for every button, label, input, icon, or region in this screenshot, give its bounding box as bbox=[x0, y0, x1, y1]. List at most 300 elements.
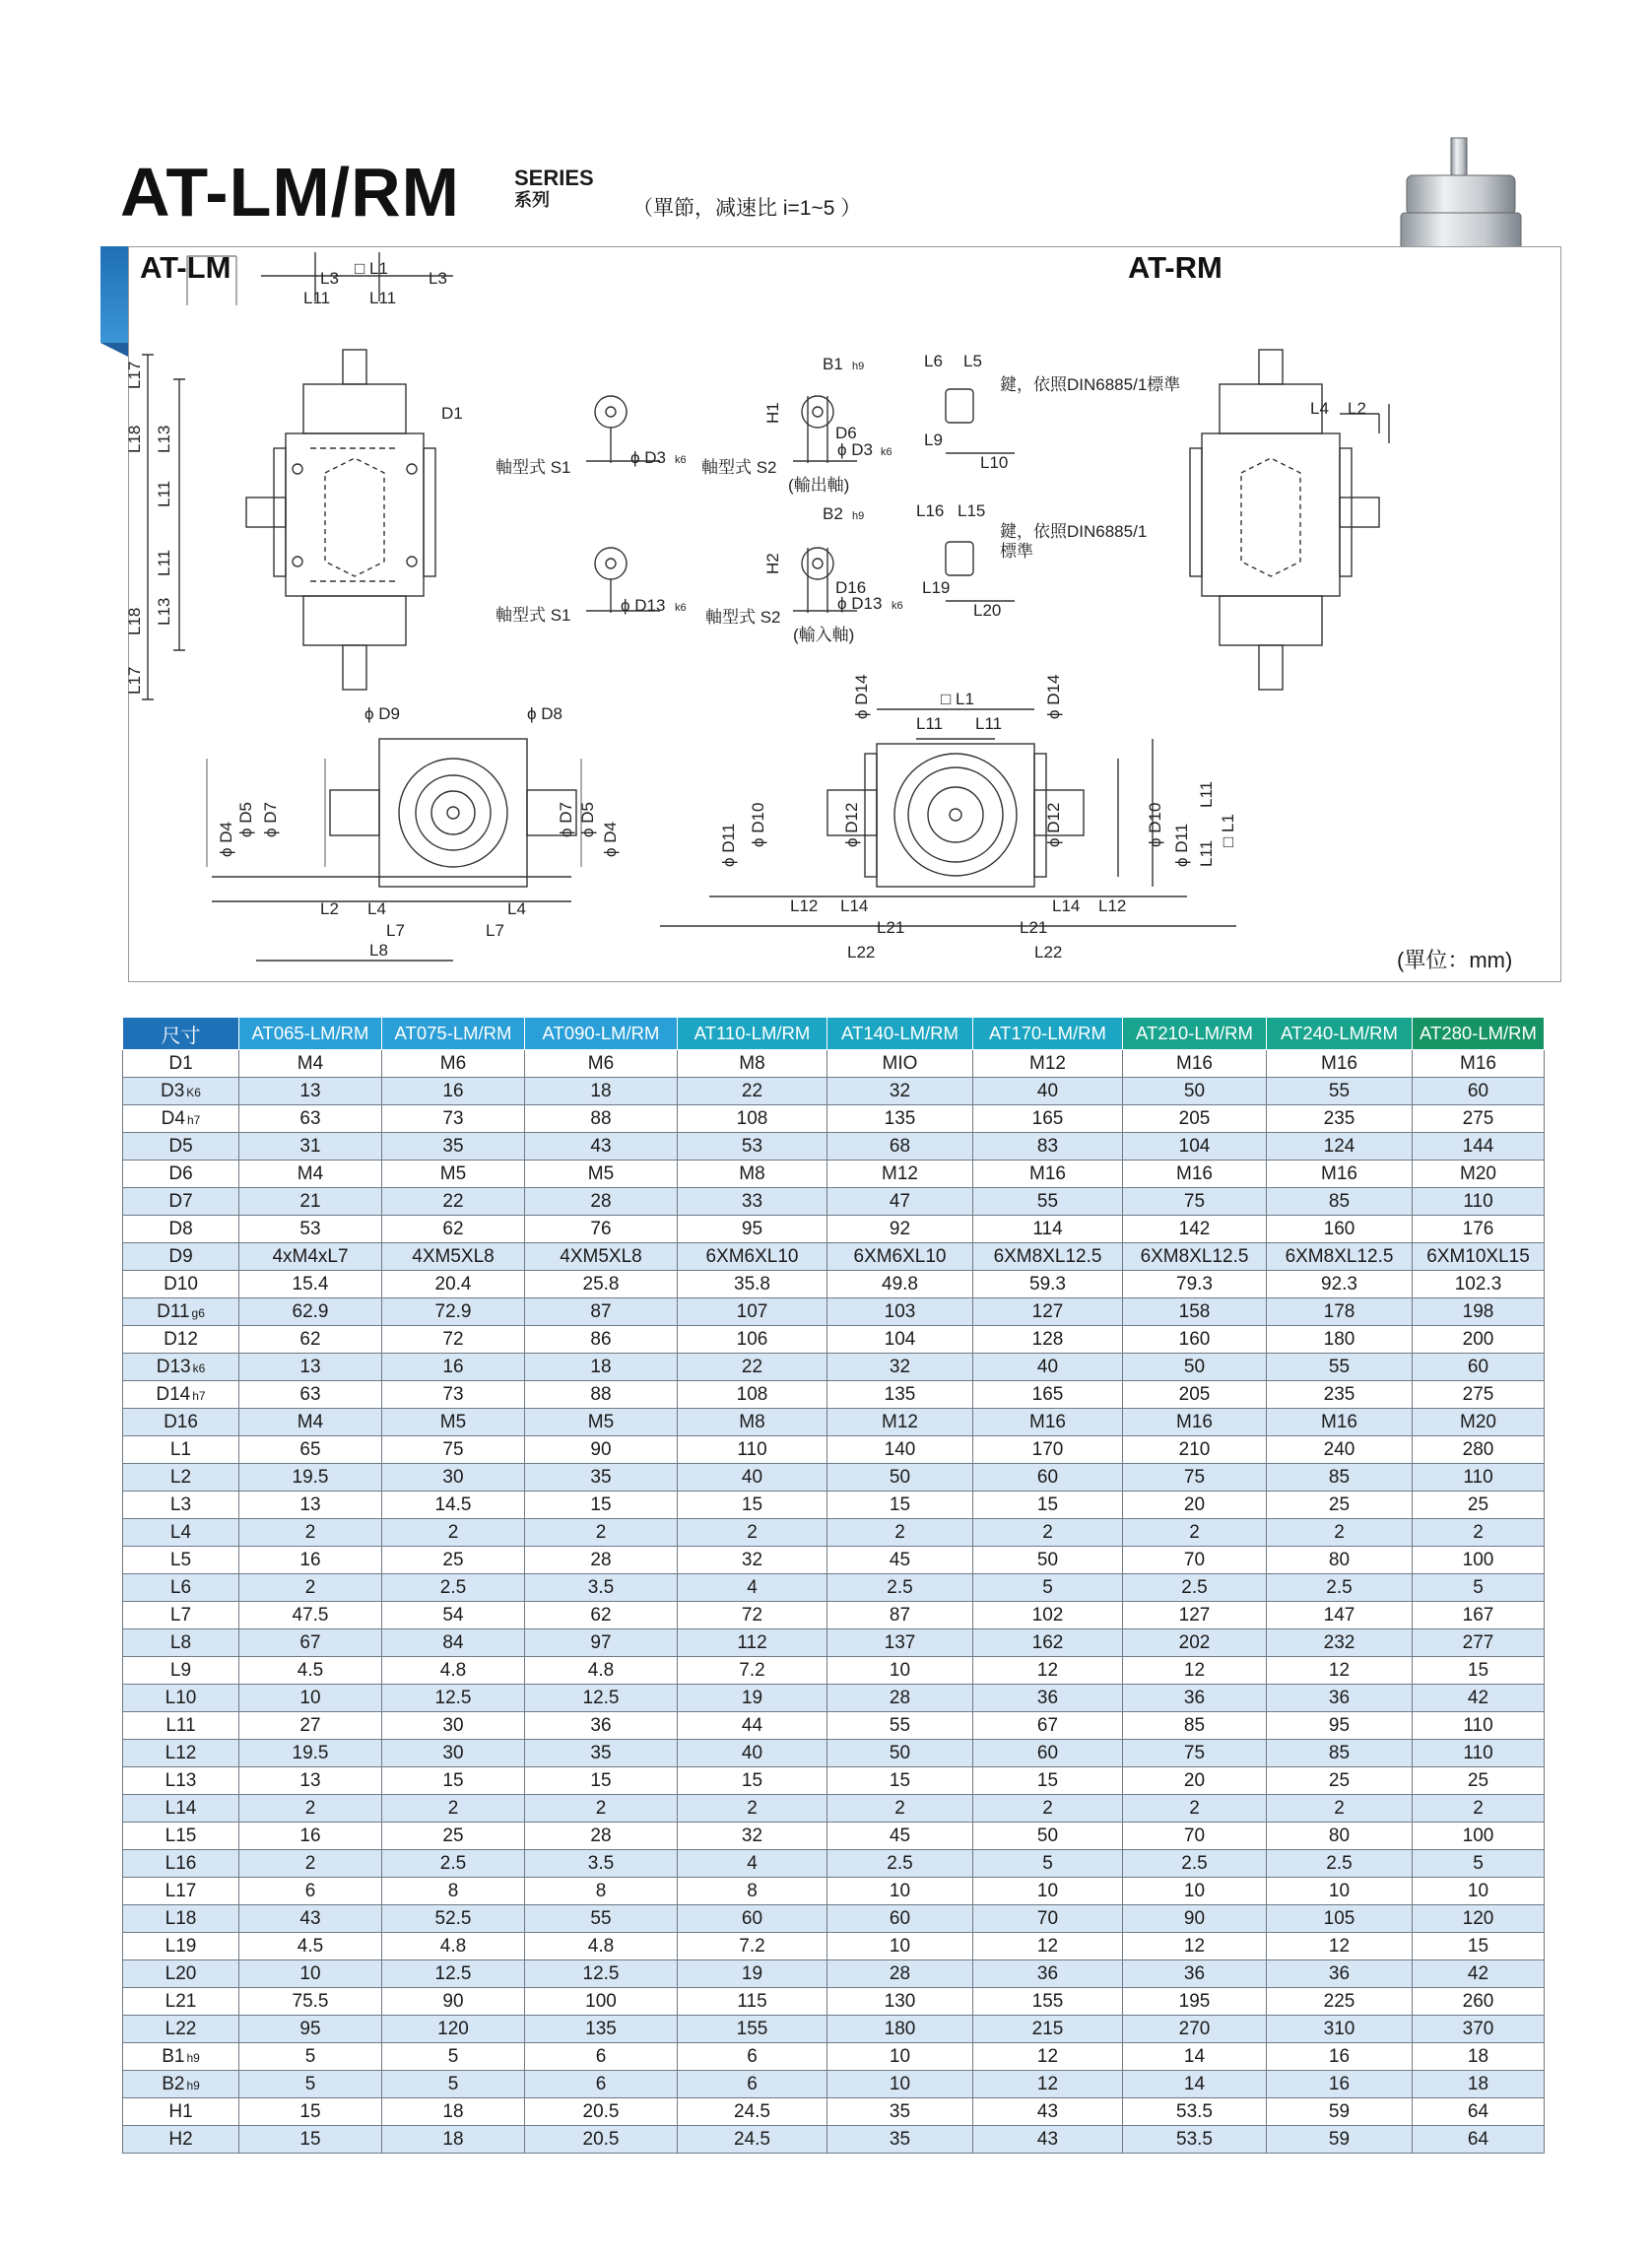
label-l16: L16 bbox=[916, 501, 945, 520]
table-cell: 22 bbox=[382, 1188, 525, 1216]
table-cell: 100 bbox=[1413, 1823, 1545, 1850]
table-cell: 280 bbox=[1413, 1436, 1545, 1464]
table-cell: 106 bbox=[678, 1326, 827, 1354]
table-cell: 79.3 bbox=[1123, 1271, 1267, 1298]
table-cell: 4 bbox=[678, 1850, 827, 1878]
table-row bbox=[123, 1409, 1545, 1436]
table-cell: 25 bbox=[382, 1823, 525, 1850]
table-cell: 32 bbox=[678, 1547, 827, 1574]
table-cell: 35 bbox=[827, 2126, 973, 2154]
label-d1: D1 bbox=[441, 404, 463, 423]
row-label-text: D1 bbox=[168, 1052, 193, 1074]
table-cell: 202 bbox=[1123, 1629, 1267, 1657]
table-cell: 195 bbox=[1123, 1988, 1267, 2016]
table-cell: 170 bbox=[973, 1436, 1123, 1464]
series-label bbox=[514, 167, 594, 211]
column-header: AT075-LM/RM bbox=[382, 1018, 525, 1050]
label-d3-s2: ϕ D3 bbox=[837, 440, 873, 459]
table-cell: 30 bbox=[382, 1464, 525, 1492]
table-cell: 104 bbox=[1123, 1133, 1267, 1161]
table-cell: 88 bbox=[525, 1105, 678, 1133]
table-cell: 4.5 bbox=[239, 1933, 382, 1960]
table-cell: 50 bbox=[1123, 1078, 1267, 1105]
table-cell: 12 bbox=[973, 2071, 1123, 2098]
table-cell: 28 bbox=[827, 1685, 973, 1712]
row-label-text: L2 bbox=[169, 1466, 192, 1488]
table-cell: 270 bbox=[1123, 2016, 1267, 2043]
row-label bbox=[123, 1602, 239, 1629]
table-cell: 15 bbox=[1413, 1933, 1545, 1960]
table-cell: 97 bbox=[525, 1629, 678, 1657]
table-cell: 6XM8XL12.5 bbox=[973, 1243, 1123, 1271]
table-cell: 165 bbox=[973, 1381, 1123, 1409]
table-row bbox=[123, 1188, 1545, 1216]
table-cell: 59.3 bbox=[973, 1271, 1123, 1298]
row-label-tolerance: h7 bbox=[192, 1388, 206, 1403]
table-cell: 6 bbox=[525, 2043, 678, 2071]
row-label bbox=[123, 1850, 239, 1878]
label-d6: D6 bbox=[835, 424, 857, 442]
table-cell: 30 bbox=[382, 1740, 525, 1767]
table-cell: M6 bbox=[382, 1050, 525, 1078]
table-cell: 16 bbox=[239, 1823, 382, 1850]
table-cell: 107 bbox=[678, 1298, 827, 1326]
table-cell: 62.9 bbox=[239, 1298, 382, 1326]
row-label-text: D5 bbox=[168, 1135, 193, 1157]
row-label bbox=[123, 2098, 239, 2126]
table-cell: 16 bbox=[1267, 2043, 1413, 2071]
table-cell: 13 bbox=[239, 1767, 382, 1795]
table-cell: 75 bbox=[1123, 1464, 1267, 1492]
table-cell: M20 bbox=[1413, 1409, 1545, 1436]
label-d9: ϕ D9 bbox=[364, 704, 400, 723]
table-row bbox=[123, 2126, 1545, 2154]
table-cell: M12 bbox=[827, 1409, 973, 1436]
table-cell: 43 bbox=[973, 2098, 1123, 2126]
table-cell: 5 bbox=[239, 2071, 382, 2098]
table-cell: 87 bbox=[827, 1602, 973, 1629]
label-l11-left-a: L11 bbox=[155, 480, 173, 507]
table-cell: 10 bbox=[1413, 1878, 1545, 1905]
label-l9: L9 bbox=[924, 431, 943, 449]
row-label bbox=[123, 2016, 239, 2043]
table-cell: 112 bbox=[678, 1629, 827, 1657]
row-label-text: L21 bbox=[165, 1990, 197, 2012]
table-cell: 35.8 bbox=[678, 1271, 827, 1298]
table-row bbox=[123, 1850, 1545, 1878]
table-cell: 28 bbox=[525, 1547, 678, 1574]
row-label-text: L3 bbox=[169, 1494, 192, 1515]
label-b2-tol: h9 bbox=[852, 510, 865, 522]
table-cell: 18 bbox=[1413, 2071, 1545, 2098]
table-cell: 30 bbox=[382, 1712, 525, 1740]
table-cell: 36 bbox=[525, 1712, 678, 1740]
row-label bbox=[123, 1712, 239, 1740]
row-label-text: L10 bbox=[165, 1687, 197, 1708]
table-cell: 3.5 bbox=[525, 1850, 678, 1878]
table-row bbox=[123, 1823, 1545, 1850]
label-l20: L20 bbox=[973, 601, 1002, 620]
table-row bbox=[123, 1050, 1545, 1078]
table-cell: 120 bbox=[1413, 1905, 1545, 1933]
table-cell: 2.5 bbox=[1267, 1574, 1413, 1602]
table-cell: 2 bbox=[1413, 1795, 1545, 1823]
table-cell: 6 bbox=[678, 2043, 827, 2071]
label-h2: H2 bbox=[763, 553, 782, 574]
table-cell: 6XM6XL10 bbox=[678, 1243, 827, 1271]
table-cell: 2 bbox=[1413, 1519, 1545, 1547]
table-cell: M16 bbox=[973, 1161, 1123, 1188]
label-l11-front-b: L11 bbox=[975, 714, 1003, 733]
label-d4: ϕ D4 bbox=[217, 822, 235, 857]
table-cell: M5 bbox=[525, 1409, 678, 1436]
table-cell: 55 bbox=[973, 1188, 1123, 1216]
table-cell: 6 bbox=[678, 2071, 827, 2098]
table-cell: 35 bbox=[382, 1133, 525, 1161]
table-cell: 60 bbox=[678, 1905, 827, 1933]
table-cell: 19.5 bbox=[239, 1464, 382, 1492]
table-cell: 15 bbox=[678, 1767, 827, 1795]
table-row bbox=[123, 1492, 1545, 1519]
label-l7-left: L7 bbox=[386, 921, 405, 940]
table-cell: 50 bbox=[1123, 1354, 1267, 1381]
table-cell: 43 bbox=[239, 1905, 382, 1933]
label-d8: ϕ D8 bbox=[527, 704, 562, 723]
column-header: AT110-LM/RM bbox=[678, 1018, 827, 1050]
table-cell: 95 bbox=[678, 1216, 827, 1243]
label-d13: ϕ D13 bbox=[621, 596, 666, 615]
label-d13-tol: k6 bbox=[675, 602, 687, 614]
table-row bbox=[123, 1657, 1545, 1685]
column-header: AT140-LM/RM bbox=[827, 1018, 973, 1050]
table-cell: 103 bbox=[827, 1298, 973, 1326]
row-label bbox=[123, 1988, 239, 2016]
table-cell: 8 bbox=[525, 1878, 678, 1905]
label-l21-right: L21 bbox=[1020, 918, 1048, 937]
table-cell: 50 bbox=[973, 1547, 1123, 1574]
table-cell: 24.5 bbox=[678, 2098, 827, 2126]
table-cell: 36 bbox=[973, 1685, 1123, 1712]
table-cell: 102 bbox=[973, 1602, 1123, 1629]
row-label bbox=[123, 1161, 239, 1188]
label-l11-front-a: L11 bbox=[916, 714, 944, 733]
row-label-text: L1 bbox=[169, 1438, 192, 1460]
unit-note: (單位：mm) bbox=[1397, 948, 1513, 972]
row-label bbox=[123, 1243, 239, 1271]
table-cell: 110 bbox=[1413, 1712, 1545, 1740]
table-cell: 2 bbox=[382, 1795, 525, 1823]
table-cell: 127 bbox=[1123, 1602, 1267, 1629]
table-cell: 8 bbox=[382, 1878, 525, 1905]
table-cell: 110 bbox=[1413, 1740, 1545, 1767]
table-cell: 92 bbox=[827, 1216, 973, 1243]
table-row bbox=[123, 1740, 1545, 1767]
label-l14-left: L14 bbox=[840, 896, 869, 915]
table-cell: 215 bbox=[973, 2016, 1123, 2043]
table-row bbox=[123, 1161, 1545, 1188]
view-title-lm: AT-LM bbox=[140, 250, 231, 285]
table-cell: 2.5 bbox=[827, 1850, 973, 1878]
row-label-text: B1 bbox=[162, 2045, 185, 2067]
table-row bbox=[123, 1574, 1545, 1602]
table-row bbox=[123, 1105, 1545, 1133]
page-title: AT-LM/RM bbox=[120, 154, 460, 231]
table-row bbox=[123, 1464, 1545, 1492]
table-cell: 5 bbox=[239, 2043, 382, 2071]
label-l2-rm: L2 bbox=[1348, 399, 1366, 418]
row-label-text: L7 bbox=[169, 1604, 192, 1626]
row-label-text: L22 bbox=[165, 2018, 197, 2039]
table-cell: 67 bbox=[973, 1712, 1123, 1740]
table-cell: 83 bbox=[973, 1133, 1123, 1161]
table-row bbox=[123, 1878, 1545, 1905]
table-cell: 4.8 bbox=[382, 1933, 525, 1960]
table-cell: 2 bbox=[239, 1519, 382, 1547]
table-cell: 90 bbox=[525, 1436, 678, 1464]
table-cell: 62 bbox=[525, 1602, 678, 1629]
table-cell: 88 bbox=[525, 1381, 678, 1409]
table-cell: 20.5 bbox=[525, 2126, 678, 2154]
table-cell: 260 bbox=[1413, 1988, 1545, 2016]
table-cell: 104 bbox=[827, 1326, 973, 1354]
table-cell: 232 bbox=[1267, 1629, 1413, 1657]
label-l11-front-right-b: L11 bbox=[1197, 839, 1216, 867]
table-cell: 12 bbox=[973, 2043, 1123, 2071]
table-cell: 95 bbox=[239, 2016, 382, 2043]
label-d13-s2-tol: k6 bbox=[892, 600, 903, 612]
dimension-drawing bbox=[125, 246, 1561, 982]
table-cell: 40 bbox=[678, 1464, 827, 1492]
row-label-tolerance: g6 bbox=[191, 1305, 205, 1320]
table-row bbox=[123, 1933, 1545, 1960]
table-cell: 12 bbox=[973, 1657, 1123, 1685]
row-label bbox=[123, 1657, 239, 1685]
table-row bbox=[123, 1298, 1545, 1326]
table-cell: M8 bbox=[678, 1161, 827, 1188]
table-cell: 25 bbox=[1413, 1767, 1545, 1795]
label-l5: L5 bbox=[963, 352, 982, 370]
label-b2: B2 bbox=[823, 504, 843, 523]
label-d12-left: ϕ D12 bbox=[842, 802, 861, 847]
row-label-tolerance: h9 bbox=[186, 2078, 200, 2092]
table-cell: 210 bbox=[1123, 1436, 1267, 1464]
table-cell: 60 bbox=[1413, 1078, 1545, 1105]
table-cell: 167 bbox=[1413, 1602, 1545, 1629]
table-row bbox=[123, 1905, 1545, 1933]
table-cell: 18 bbox=[382, 2098, 525, 2126]
table-cell: 35 bbox=[827, 2098, 973, 2126]
table-row bbox=[123, 2016, 1545, 2043]
row-label-text: H1 bbox=[168, 2100, 193, 2122]
table-cell: 64 bbox=[1413, 2098, 1545, 2126]
table-cell: 10 bbox=[827, 1933, 973, 1960]
table-cell: M12 bbox=[827, 1161, 973, 1188]
table-cell: 72.9 bbox=[382, 1298, 525, 1326]
table-cell: 25 bbox=[1413, 1492, 1545, 1519]
label-shaft-s1-a: 軸型式 S1 bbox=[496, 458, 571, 477]
row-label-text: L11 bbox=[165, 1714, 196, 1736]
table-cell: 12 bbox=[1123, 1657, 1267, 1685]
label-d7-right: ϕ D7 bbox=[557, 802, 575, 837]
table-row bbox=[123, 1602, 1545, 1629]
row-label bbox=[123, 1271, 239, 1298]
table-cell: 75.5 bbox=[239, 1988, 382, 2016]
table-cell: 110 bbox=[1413, 1464, 1545, 1492]
label-l3-left: L3 bbox=[320, 269, 339, 288]
row-label-text: D12 bbox=[164, 1328, 198, 1350]
table-cell: 2 bbox=[239, 1795, 382, 1823]
table-cell: 15 bbox=[239, 2098, 382, 2126]
label-l17-bottom: L17 bbox=[125, 666, 144, 695]
label-d3-s2-tol: k6 bbox=[881, 446, 892, 458]
table-cell: 6 bbox=[239, 1878, 382, 1905]
table-cell: 200 bbox=[1413, 1326, 1545, 1354]
table-cell: 24.5 bbox=[678, 2126, 827, 2154]
table-cell: 10 bbox=[827, 1878, 973, 1905]
table-cell: 36 bbox=[973, 1960, 1123, 1988]
table-cell: M6 bbox=[525, 1050, 678, 1078]
label-shaft-s2-b: 軸型式 S2 bbox=[705, 608, 781, 627]
row-label-text: D13 bbox=[156, 1356, 191, 1377]
row-label bbox=[123, 1685, 239, 1712]
label-l3-right: L3 bbox=[429, 269, 447, 288]
row-label-text: L13 bbox=[165, 1769, 197, 1791]
table-cell: 2.5 bbox=[1123, 1574, 1267, 1602]
label-shaft-s1-b: 軸型式 S1 bbox=[496, 606, 571, 625]
label-l4-bottom-right: L4 bbox=[507, 899, 526, 918]
table-cell: 60 bbox=[827, 1905, 973, 1933]
table-cell: 90 bbox=[1123, 1905, 1267, 1933]
table-cell: 4.5 bbox=[239, 1657, 382, 1685]
label-l11-b: L11 bbox=[369, 289, 397, 307]
table-cell: 36 bbox=[1267, 1685, 1413, 1712]
row-label bbox=[123, 1740, 239, 1767]
row-label bbox=[123, 1905, 239, 1933]
row-label bbox=[123, 1436, 239, 1464]
label-b1: B1 bbox=[823, 355, 843, 373]
row-label-text: D4 bbox=[161, 1107, 185, 1129]
table-cell: 176 bbox=[1413, 1216, 1545, 1243]
table-cell: 108 bbox=[678, 1105, 827, 1133]
label-d7: ϕ D7 bbox=[261, 802, 280, 837]
table-cell: 63 bbox=[239, 1105, 382, 1133]
table-cell: 10 bbox=[973, 1878, 1123, 1905]
table-cell: 2.5 bbox=[1123, 1850, 1267, 1878]
table-cell: 87 bbox=[525, 1298, 678, 1326]
table-cell: 2 bbox=[239, 1850, 382, 1878]
table-cell: 5 bbox=[973, 1574, 1123, 1602]
label-l21-left: L21 bbox=[877, 918, 905, 937]
table-cell: 155 bbox=[678, 2016, 827, 2043]
table-cell: 5 bbox=[973, 1850, 1123, 1878]
table-cell: 162 bbox=[973, 1629, 1123, 1657]
table-cell: 20 bbox=[1123, 1492, 1267, 1519]
table-cell: 16 bbox=[382, 1354, 525, 1381]
label-b1-tol: h9 bbox=[852, 361, 865, 372]
table-cell: 40 bbox=[973, 1354, 1123, 1381]
table-cell: 8 bbox=[678, 1878, 827, 1905]
table-cell: 28 bbox=[525, 1188, 678, 1216]
table-cell: 25 bbox=[1267, 1492, 1413, 1519]
table-cell: 36 bbox=[1123, 1685, 1267, 1712]
table-cell: 72 bbox=[382, 1326, 525, 1354]
table-cell: 53.5 bbox=[1123, 2098, 1267, 2126]
label-d14-right: ϕ D14 bbox=[1044, 674, 1063, 719]
row-label-text: L14 bbox=[165, 1797, 197, 1819]
table-cell: 370 bbox=[1413, 2016, 1545, 2043]
table-cell: 70 bbox=[1123, 1547, 1267, 1574]
table-cell: 10 bbox=[827, 2043, 973, 2071]
table-cell: 120 bbox=[382, 2016, 525, 2043]
table-cell: M16 bbox=[973, 1409, 1123, 1436]
label-l22-left: L22 bbox=[847, 943, 876, 962]
table-cell: 5 bbox=[1413, 1574, 1545, 1602]
row-label-text: L16 bbox=[165, 1852, 197, 1874]
table-cell: MIO bbox=[827, 1050, 973, 1078]
table-row bbox=[123, 1547, 1545, 1574]
row-label-text: L5 bbox=[169, 1549, 192, 1570]
table-cell: 12 bbox=[973, 1933, 1123, 1960]
table-row bbox=[123, 1960, 1545, 1988]
table-cell: 59 bbox=[1267, 2126, 1413, 2154]
table-cell: M12 bbox=[973, 1050, 1123, 1078]
table-cell: M8 bbox=[678, 1050, 827, 1078]
ratio-note: （單節，减速比 i=1~5 ） bbox=[632, 197, 862, 220]
column-header: AT065-LM/RM bbox=[239, 1018, 382, 1050]
table-cell: 7.2 bbox=[678, 1933, 827, 1960]
label-h1: H1 bbox=[763, 402, 782, 424]
label-d13-s2: ϕ D13 bbox=[837, 594, 883, 613]
label-l8: L8 bbox=[369, 941, 388, 960]
table-cell: 40 bbox=[678, 1740, 827, 1767]
table-cell: 4XM5XL8 bbox=[382, 1243, 525, 1271]
key-note-2a: 鍵，依照DIN6885/1 bbox=[1000, 522, 1148, 541]
label-l14-right: L14 bbox=[1052, 896, 1081, 915]
table-cell: 50 bbox=[827, 1740, 973, 1767]
table-row bbox=[123, 1629, 1545, 1657]
table-row bbox=[123, 1326, 1545, 1354]
table-cell: 42 bbox=[1413, 1685, 1545, 1712]
label-l11-front-right-a: L11 bbox=[1197, 780, 1216, 808]
row-label bbox=[123, 1574, 239, 1602]
table-cell: 114 bbox=[973, 1216, 1123, 1243]
table-cell: 144 bbox=[1413, 1133, 1545, 1161]
label-l1-sq-front: □ L1 bbox=[941, 690, 974, 708]
table-cell: 158 bbox=[1123, 1298, 1267, 1326]
table-cell: 4 bbox=[678, 1574, 827, 1602]
table-cell: 52.5 bbox=[382, 1905, 525, 1933]
table-cell: 18 bbox=[525, 1354, 678, 1381]
row-label bbox=[123, 1547, 239, 1574]
table-cell: 130 bbox=[827, 1988, 973, 2016]
label-l17-top: L17 bbox=[125, 361, 144, 389]
row-label bbox=[123, 1354, 239, 1381]
table-cell: 67 bbox=[239, 1629, 382, 1657]
row-label bbox=[123, 1960, 239, 1988]
table-cell: M5 bbox=[525, 1161, 678, 1188]
label-l22-right: L22 bbox=[1034, 943, 1063, 962]
table-cell: 28 bbox=[827, 1960, 973, 1988]
label-d3-tol: k6 bbox=[675, 454, 687, 466]
row-label bbox=[123, 1795, 239, 1823]
row-label bbox=[123, 1188, 239, 1216]
row-label-text: L17 bbox=[165, 1880, 197, 1901]
table-cell: 160 bbox=[1267, 1216, 1413, 1243]
column-header: AT170-LM/RM bbox=[973, 1018, 1123, 1050]
table-row bbox=[123, 2043, 1545, 2071]
table-cell: 4.8 bbox=[382, 1657, 525, 1685]
spec-table bbox=[122, 1017, 1545, 2154]
